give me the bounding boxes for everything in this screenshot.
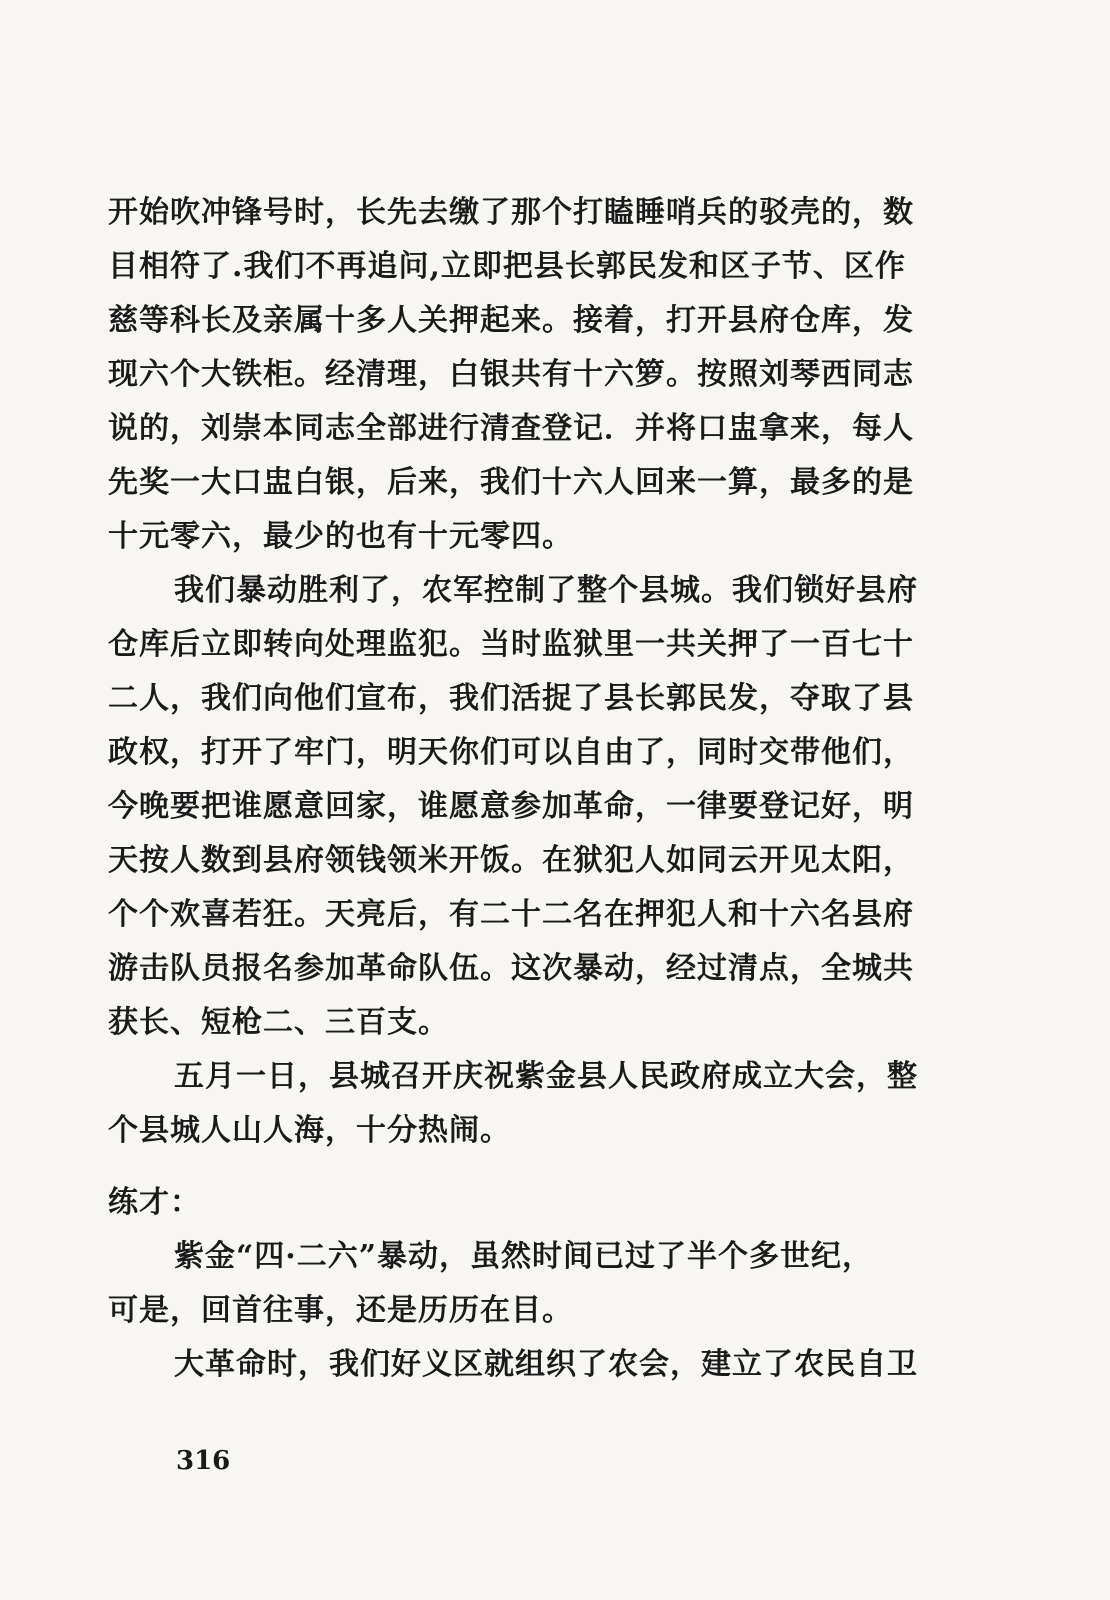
text-line: 现六个大铁柜。经清理，白银共有十六箩。按照刘琴西同志 xyxy=(108,357,914,392)
text-line: 获长、短枪二、三百支。 xyxy=(108,1005,449,1040)
text-line: 可是，回首往事，还是历历在目。 xyxy=(108,1293,573,1328)
page-number: 316 xyxy=(176,1446,231,1476)
text-line: 政权，打开了牢门，明天你们可以自由了，同时交带他们， xyxy=(108,735,914,770)
text-line: 慈等科长及亲属十多人关押起来。接着，打开县府仓库，发 xyxy=(108,303,914,338)
text-line: 十元零六，最少的也有十元零四。 xyxy=(108,519,573,554)
body-text xyxy=(108,186,958,1392)
text-line: 开始吹冲锋号时，长先去缴了那个打瞌睡哨兵的驳壳的，数 xyxy=(108,195,914,230)
paragraph-start-line: 五月一日，县城召开庆祝紫金县人民政府成立大会，整 xyxy=(174,1059,918,1094)
speaker-heading: 练才： xyxy=(108,1185,201,1220)
text-line: 目相符了.我们不再追问,立即把县长郭民发和区子节、区作 xyxy=(108,249,906,284)
paragraph-start-line: 我们暴动胜利了，农军控制了整个县城。我们锁好县府 xyxy=(174,573,918,608)
paragraph-start-line: 紫金“四·二六”暴动，虽然时间已过了半个多世纪， xyxy=(174,1239,873,1274)
paragraph-start-line: 大革命时，我们好义区就组织了农会，建立了农民自卫 xyxy=(174,1347,918,1382)
text-line: 个县城人山人海，十分热闹。 xyxy=(108,1113,511,1148)
text-line: 今晚要把谁愿意回家，谁愿意参加革命，一律要登记好，明 xyxy=(108,789,914,824)
text-line: 游击队员报名参加革命队伍。这次暴动，经过清点，全城共 xyxy=(108,951,914,986)
text-line: 个个欢喜若狂。天亮后，有二十二名在押犯人和十六名县府 xyxy=(108,897,914,932)
text-line: 天按人数到县府领钱领米开饭。在狱犯人如同云开见太阳， xyxy=(108,843,914,878)
text-line: 二人，我们向他们宣布，我们活捉了县长郭民发，夺取了县 xyxy=(108,681,914,716)
text-line: 仓库后立即转向处理监犯。当时监狱里一共关押了一百七十 xyxy=(108,627,914,662)
text-line: 先奖一大口盅白银，后来，我们十六人回来一算，最多的是 xyxy=(108,465,914,500)
text-line: 说的，刘崇本同志全部进行清查登记．并将口盅拿来，每人 xyxy=(108,411,914,446)
